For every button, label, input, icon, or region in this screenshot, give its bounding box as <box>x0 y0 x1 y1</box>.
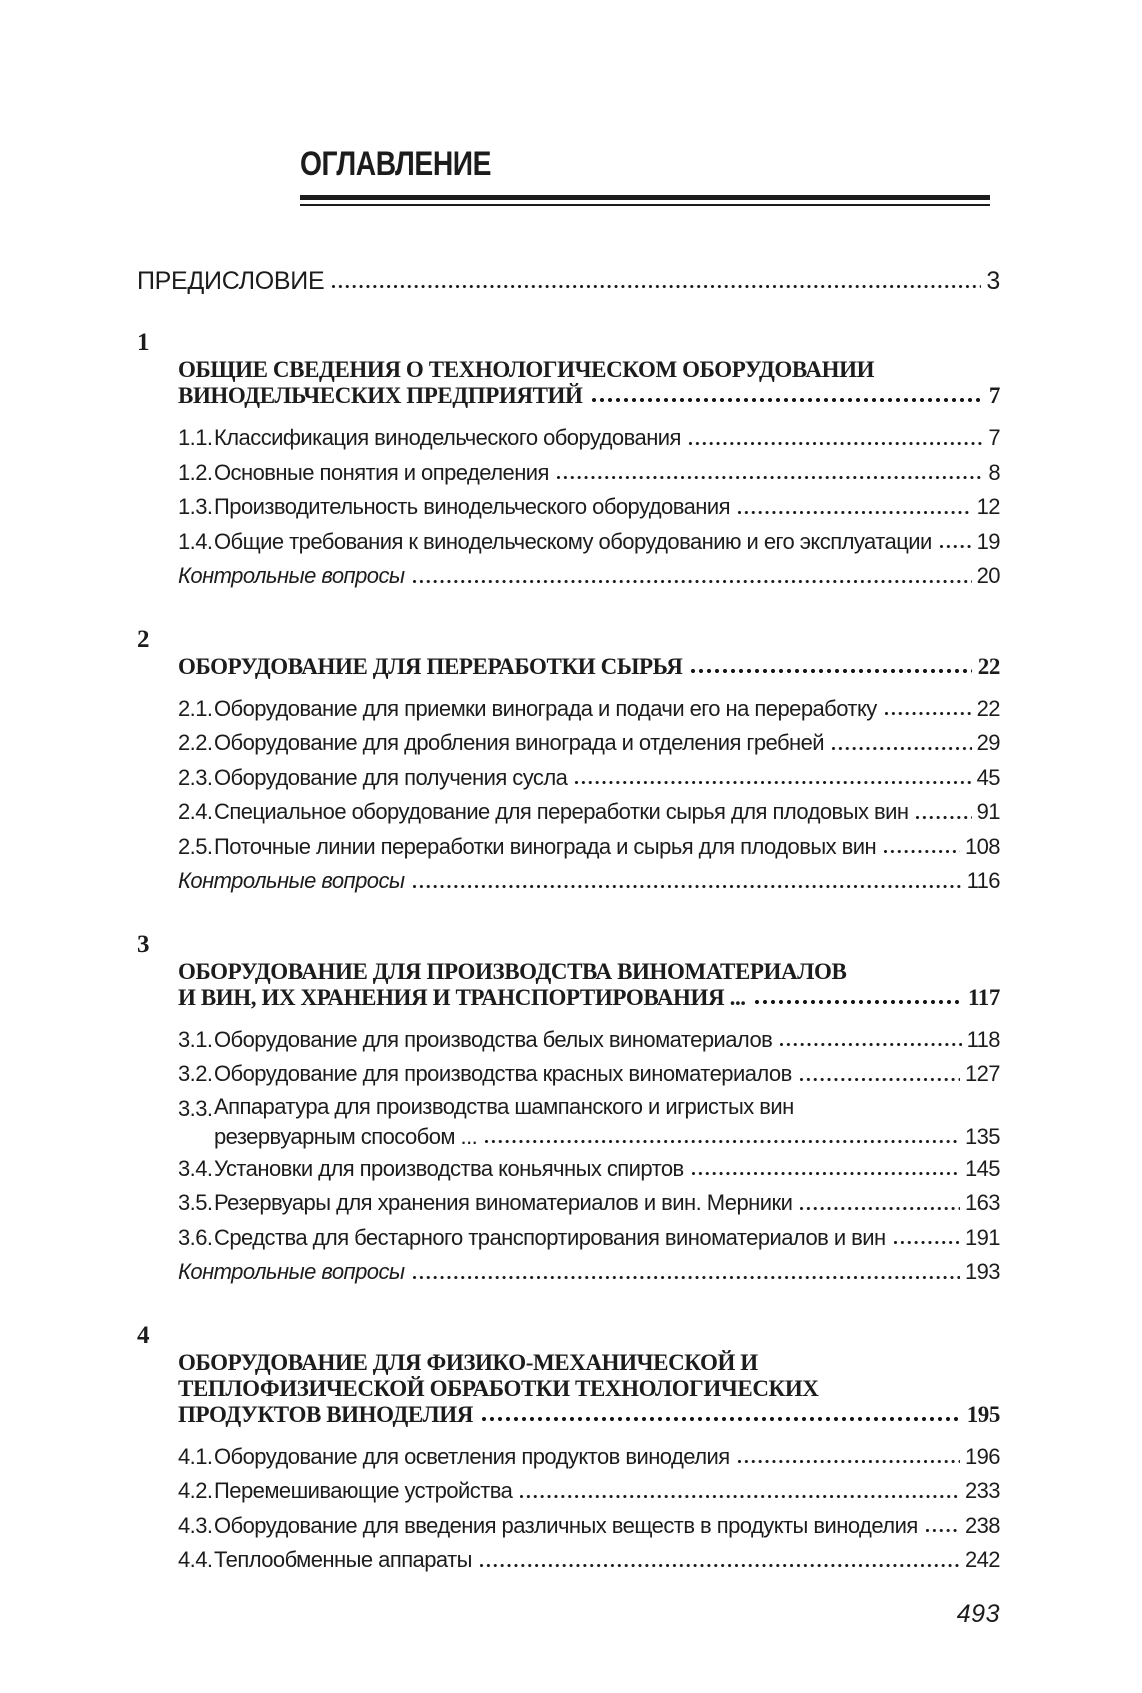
dot-leader <box>412 579 972 584</box>
page-number: 163 <box>964 1190 1000 1215</box>
section-title-line: резервуарным способом ... <box>214 1123 478 1149</box>
toc-chapter-4 <box>137 1321 1000 1578</box>
dot-leader <box>893 1240 960 1245</box>
chapter-title-line: ТЕПЛОФИЗИЧЕСКОЙ ОБРАБОТКИ ТЕХНОЛОГИЧЕСКИХ <box>178 1375 819 1401</box>
section-title-line: Аппаратура для производства шампанского и игристых вин <box>214 1093 794 1119</box>
section-title: Оборудование для производства белых виноматериалов <box>214 1026 773 1052</box>
chapter-number: 3 <box>137 930 150 958</box>
chapter-page-number: 22 <box>977 653 1000 679</box>
chapter-title-line: ОБЩИЕ СВЕДЕНИЯ О ТЕХНОЛОГИЧЕСКОМ ОБОРУДОВАНИИ <box>178 357 875 382</box>
section-title: Оборудование для дробления винограда и отделения гребней <box>214 730 825 755</box>
section-number: 2.1. <box>178 695 213 721</box>
toc-entry <box>137 1023 1000 1058</box>
dot-leader <box>737 510 972 515</box>
chapter-title <box>178 357 1000 409</box>
dot-leader <box>412 884 962 889</box>
section-title: Оборудование для осветления продуктов виноделия <box>214 1443 730 1469</box>
section-number: 3.4. <box>178 1155 213 1181</box>
section-title: Классификация винодельческого оборудования <box>214 425 681 450</box>
control-questions-entry <box>137 864 1000 899</box>
chapter-title-line: ОБОРУДОВАНИЕ ДЛЯ ФИЗИКО-МЕХАНИЧЕСКОЙ И <box>178 1349 758 1375</box>
control-questions-entry <box>137 559 1000 594</box>
section-title: Средства для бестарного транспортирования виноматериалов и вин <box>214 1224 886 1250</box>
chapter-page-number: 7 <box>988 383 1000 408</box>
toc-entry <box>137 1474 1000 1509</box>
toc-chapter-2 <box>137 625 1000 899</box>
section-number: 3.3. <box>178 1095 213 1121</box>
toc-entry <box>137 1186 1000 1221</box>
dot-leader <box>484 1139 960 1144</box>
section-title: Специальное оборудование для переработки сырья для плодовых вин <box>214 799 909 824</box>
section-number: 1.2. <box>178 459 213 485</box>
toc-entry <box>137 1152 1000 1187</box>
toc-entry <box>137 795 1000 830</box>
chapter-page-number: 195 <box>966 1401 1000 1427</box>
toc-entry <box>137 1543 1000 1578</box>
chapter-title <box>178 1350 1000 1428</box>
chapter-title-row <box>178 985 1000 1011</box>
toc-entry <box>137 1092 1000 1152</box>
chapter-sections <box>137 692 1000 899</box>
page-number: 193 <box>964 1259 1000 1284</box>
page-number: 3 <box>986 267 1000 295</box>
dot-leader <box>799 1206 960 1211</box>
toc-entry <box>137 490 1000 525</box>
section-title: Установки для производства коньячных спиртов <box>214 1155 684 1181</box>
toc-entry <box>137 525 1000 560</box>
chapter-page-number: 117 <box>967 984 1000 1010</box>
page-number: 7 <box>988 425 1000 450</box>
dot-leader <box>690 668 971 674</box>
section-title: Оборудование для введения различных веществ в продукты виноделия <box>214 1512 918 1538</box>
chapter-number: 4 <box>137 1321 150 1349</box>
toc-entry <box>137 761 1000 796</box>
section-number: 2.3. <box>178 764 213 790</box>
dot-leader <box>779 1042 961 1047</box>
control-questions-label: Контрольные вопросы <box>178 563 405 588</box>
chapter-title-line: ОБОРУДОВАНИЕ ДЛЯ ПЕРЕРАБОТКИ СЫРЬЯ <box>178 653 683 679</box>
dot-leader <box>688 441 983 446</box>
section-number: 4.4. <box>178 1547 213 1572</box>
page-number: 91 <box>976 799 1000 824</box>
section-number: 3.1. <box>178 1026 213 1052</box>
dot-leader <box>884 711 972 716</box>
toc-entry <box>137 1440 1000 1475</box>
dot-leader <box>331 284 981 289</box>
page-number: 45 <box>976 764 1000 790</box>
chapter-title-line: ПРОДУКТОВ ВИНОДЕЛИЯ <box>178 1401 473 1427</box>
section-title: Оборудование для производства красных виноматериалов <box>214 1061 792 1086</box>
toc-entry <box>137 692 1000 727</box>
chapter-title-line: ВИНОДЕЛЬЧЕСКИХ ПРЕДПРИЯТИЙ <box>178 383 583 408</box>
section-number: 2.5. <box>178 833 213 859</box>
dot-leader <box>831 746 972 751</box>
page-number: 12 <box>976 494 1000 519</box>
toc-chapter-3 <box>137 930 1000 1290</box>
control-questions-label: Контрольные вопросы <box>178 1259 405 1284</box>
dot-leader <box>574 780 971 785</box>
page-title: ОГЛАВЛЕНИЕ <box>300 145 492 183</box>
section-number: 1.3. <box>178 494 213 519</box>
dot-leader <box>591 397 983 403</box>
dot-leader <box>799 1077 960 1082</box>
toc-entry <box>137 1057 1000 1092</box>
page-number: 135 <box>964 1123 1000 1149</box>
control-questions-label: Контрольные вопросы <box>178 868 405 893</box>
page-number: 196 <box>964 1443 1000 1469</box>
section-number: 1.4. <box>178 528 213 554</box>
folio <box>137 1600 1000 1629</box>
section-title: Основные понятия и определения <box>214 459 549 485</box>
page-number: 116 <box>966 868 1000 893</box>
preface-label: ПРЕДИСЛОВИЕ <box>137 267 325 295</box>
dot-leader <box>481 1416 961 1422</box>
chapter-number: 1 <box>137 329 150 356</box>
section-number: 3.2. <box>178 1061 213 1086</box>
page-number: 20 <box>976 563 1000 588</box>
section-title: Оборудование для получения сусла <box>214 764 568 790</box>
page-number: 242 <box>964 1547 1000 1572</box>
page-number: 8 <box>988 459 1000 485</box>
dot-leader <box>737 1459 960 1464</box>
dot-leader <box>691 1171 960 1176</box>
section-title-row <box>214 1122 1000 1152</box>
chapter-title-line: И ВИН, ИХ ХРАНЕНИЯ И ТРАНСПОРТИРОВАНИЯ ... <box>178 984 746 1010</box>
toc-entry <box>137 421 1000 456</box>
section-number: 2.4. <box>178 799 213 824</box>
section-title: Общие требования к винодельческому оборудованию и его эксплуатации <box>214 528 932 554</box>
title-rule <box>300 195 990 206</box>
dot-leader <box>556 475 983 480</box>
chapter-sections <box>137 1440 1000 1578</box>
page-number: 191 <box>964 1224 1000 1250</box>
folio-number: 493 <box>956 1599 1000 1628</box>
dot-leader <box>479 1563 960 1568</box>
section-number: 2.2. <box>178 730 213 755</box>
chapter-title <box>178 959 1000 1011</box>
section-number: 4.1. <box>178 1443 213 1469</box>
section-title: Резервуары для хранения виноматериалов и вин. Мерники <box>214 1190 793 1215</box>
section-number: 3.6. <box>178 1224 213 1250</box>
toc-entry <box>137 1509 1000 1544</box>
chapter-sections <box>137 1023 1000 1290</box>
toc-entry <box>137 726 1000 761</box>
section-title: Перемешивающие устройства <box>214 1478 513 1503</box>
chapter-title <box>178 654 1000 680</box>
section-title: Поточные линии переработки винограда и сырья для плодовых вин <box>214 833 877 859</box>
dot-leader <box>925 1528 960 1533</box>
page-number: 127 <box>964 1061 1000 1086</box>
toc-entry <box>137 830 1000 865</box>
toc-entry <box>137 1221 1000 1256</box>
page-number: 238 <box>964 1512 1000 1538</box>
section-title: Производительность винодельческого оборудования <box>214 494 730 519</box>
toc-chapter-1 <box>137 328 1000 594</box>
section-number: 1.1. <box>178 425 213 450</box>
dot-leader <box>915 815 971 820</box>
section-title: Теплообменные аппараты <box>214 1547 472 1572</box>
page-number: 19 <box>976 528 1000 554</box>
page-number: 233 <box>964 1478 1000 1503</box>
section-number: 3.5. <box>178 1190 213 1215</box>
title-block <box>300 146 990 206</box>
control-questions-entry <box>137 1255 1000 1290</box>
page-number: 108 <box>964 833 1000 859</box>
page-number: 22 <box>976 695 1000 721</box>
dot-leader <box>883 849 960 854</box>
chapter-sections <box>137 421 1000 594</box>
section-number: 4.2. <box>178 1478 213 1503</box>
dot-leader <box>519 1494 960 1499</box>
section-title: Оборудование для приемки винограда и подачи его на переработку <box>214 695 877 721</box>
toc-entry-preface <box>137 266 1000 297</box>
page-number: 29 <box>976 730 1000 755</box>
chapter-title-line: ОБОРУДОВАНИЕ ДЛЯ ПРОИЗВОДСТВА ВИНОМАТЕРИАЛОВ <box>178 958 847 984</box>
dot-leader <box>939 544 972 549</box>
page-number: 118 <box>966 1026 1000 1052</box>
dot-leader <box>412 1275 960 1280</box>
chapter-title-row <box>178 1402 1000 1428</box>
chapter-title-row <box>178 383 1000 409</box>
dot-leader <box>754 999 962 1005</box>
section-title-stack <box>214 1092 1000 1152</box>
chapter-number: 2 <box>137 625 150 653</box>
section-number: 4.3. <box>178 1512 213 1538</box>
toc-entry <box>137 456 1000 491</box>
page-number: 145 <box>964 1155 1000 1181</box>
chapter-title-row <box>178 654 1000 680</box>
